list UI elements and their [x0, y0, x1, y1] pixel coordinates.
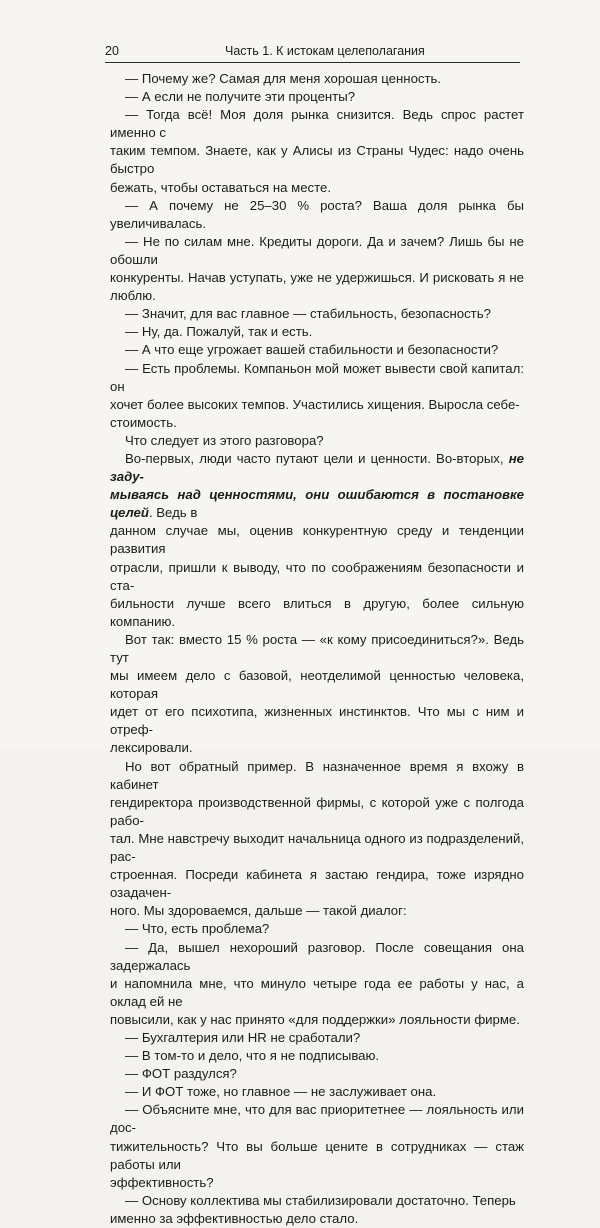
paragraph: — А если не получите эти проценты?	[125, 89, 356, 105]
paragraph: — Тогда всё! Моя доля рынка снизится. Ведь спрос растет именно с таким темпом. Знаете, как у Алисы из Страны Чудес: надо очень быстро бежать, чтобы оставаться на месте.	[110, 107, 524, 195]
paragraph: Но вот обратный пример. В назначенное время я вхожу в кабинет гендиректора производственной фирмы, с которой уже с полгода рабо- тал. Мне навстречу выходит начальница одного из подразделений, рас- строенная. Посреди кабинета я застаю гендира, тоже изрядно озадачен- ного. Мы здороваемся, дальше — такой диалог:	[110, 758, 524, 919]
paragraph: — А что еще угрожает вашей стабильности и безопасности?	[125, 342, 499, 358]
running-header	[105, 44, 520, 63]
body-text	[110, 70, 524, 1228]
page-number: 20	[105, 44, 119, 58]
paragraph: — В том-то и дело, что я не подписываю.	[125, 1048, 380, 1064]
paragraph: — Есть проблемы. Компаньон мой может вывести свой капитал: он хочет более высоких темпов. Участились хищения. Выросла себе- стоимость.	[110, 360, 524, 430]
paragraph: — Что, есть проблема?	[125, 921, 270, 937]
paragraph: — Да, вышел нехороший разговор. После совещания она задержалась и напомнила мне, что минуло четыре года ее работы у нас, а оклад ей не повысили, как у нас принято «для поддержки» лояльности фирме.	[110, 939, 524, 1027]
paragraph-part: . Ведь в данном случае мы, оценив конкурентную среду и тенденции развития отрасли, пришли к выводу, что по соображениям безопасности и ста- бильности лучше всего влиться в другую, более сильную компанию.	[110, 505, 524, 629]
emphasized-text: не заду- мываясь над ценностями, они ошибаются в постановке целей	[110, 450, 524, 521]
paragraph: — Почему же? Самая для меня хорошая ценность.	[125, 71, 442, 86]
paragraph-part: Во-первых, люди часто путают цели и ценности. Во-вторых,	[125, 450, 509, 466]
paragraph: Что следует из этого разговора?	[125, 432, 324, 448]
paragraph: — Ну, да. Пожалуй, так и есть.	[125, 324, 313, 340]
paragraph-with-emphasis	[110, 450, 524, 631]
paragraph: — Основу коллектива мы стабилизировали достаточно. Теперь именно за эффективностью дело стало.	[110, 1192, 516, 1226]
paragraph: — ФОТ раздулся?	[125, 1066, 237, 1082]
paragraph: — А почему не 25–30 % роста? Ваша доля рынка бы увеличивалась.	[110, 197, 524, 231]
paragraph: Вот так: вместо 15 % роста — «к кому присоединиться?». Ведь тут мы имеем дело с базовой, неотделимой ценностью человека, которая идет от его психотипа, жизненных инстинктов. Что мы с ним и отреф- лексировали.	[110, 631, 524, 756]
paragraph: — Объясните мне, что для вас приоритетнее — лояльность или дос- тижительность? Что вы больше цените в сотрудниках — стаж работы или эффективность?	[110, 1102, 524, 1190]
paragraph: — Не по силам мне. Кредиты дороги. Да и зачем? Лишь бы не обошли конкуренты. Начав уступать, уже не удержишься. И рисковать я не люблю.	[110, 233, 524, 304]
chapter-title: Часть 1. К истокам целеполагания	[225, 44, 425, 58]
paragraph: — Бухгалтерия или HR не сработали?	[125, 1029, 361, 1045]
paragraph: — Значит, для вас главное — стабильность, безопасность?	[125, 306, 491, 322]
paragraph: — И ФОТ тоже, но главное — не заслуживает она.	[125, 1084, 437, 1100]
